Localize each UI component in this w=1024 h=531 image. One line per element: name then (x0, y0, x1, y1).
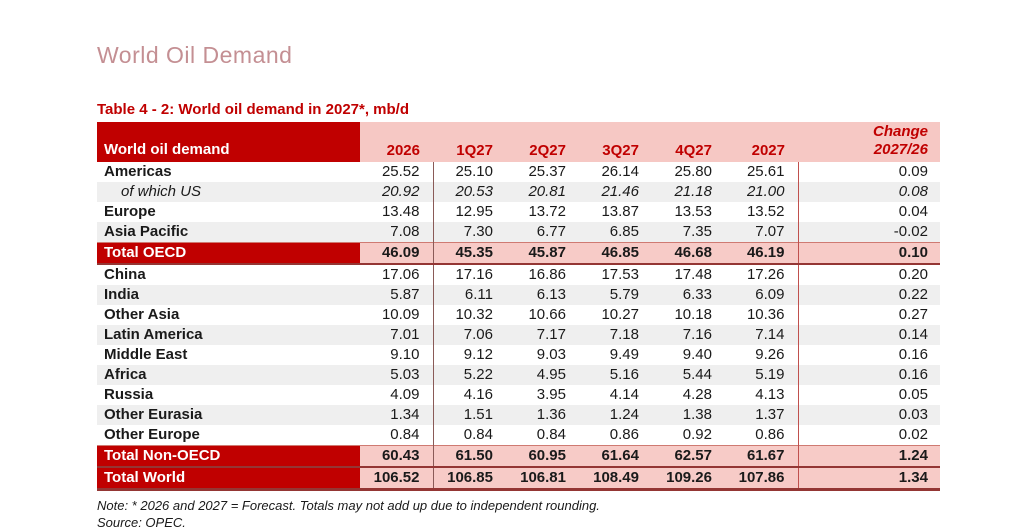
cell-value: 4.09 (360, 385, 433, 405)
cell-value: 1.24 (579, 405, 652, 425)
note-line: Note: * 2026 and 2027 = Forecast. Totals may not add up due to independent rounding. (97, 498, 600, 513)
table-row (97, 425, 940, 446)
cell-value: 9.49 (609, 346, 639, 363)
cell-value: 45.87 (506, 243, 579, 265)
cell-value: 4.13 (725, 385, 798, 405)
page-title: World Oil Demand (97, 42, 293, 68)
cell-value: 0.09 (898, 163, 928, 180)
cell-value: 6.33 (652, 285, 725, 305)
table-body (97, 162, 940, 490)
cell-value: 17.26 (725, 264, 798, 285)
cell-value: 1.34 (360, 405, 433, 425)
cell-value: 4.28 (682, 386, 712, 403)
row-label: Russia (104, 386, 154, 403)
cell-value: 1.51 (433, 405, 506, 425)
header-col-2q27: 2Q27 (506, 122, 579, 162)
cell-value: 1.36 (506, 405, 579, 425)
row-label: India (97, 285, 360, 305)
table-row (97, 243, 940, 265)
cell-value: 25.80 (674, 163, 712, 180)
cell-value: 0.20 (898, 266, 928, 283)
cell-value: 10.27 (601, 306, 639, 323)
cell-value: 0.86 (609, 426, 639, 443)
header-col-2027: 2027 (725, 122, 798, 162)
cell-value: 25.10 (455, 163, 493, 180)
row-label: Other Europe (104, 426, 200, 443)
cell-value: 5.44 (652, 365, 725, 385)
cell-value: 0.27 (898, 306, 928, 323)
cell-value: 0.03 (798, 405, 940, 425)
cell-value: 106.81 (506, 467, 579, 490)
table-row (97, 202, 940, 222)
cell-value: 13.53 (674, 203, 712, 220)
cell-value: 20.92 (360, 182, 433, 202)
cell-value: 17.06 (360, 264, 433, 285)
cell-value: 9.10 (360, 345, 433, 365)
cell-value: 1.24 (798, 446, 940, 468)
cell-value: 21.46 (579, 182, 652, 202)
row-label: China (104, 266, 146, 283)
table-row (97, 325, 940, 345)
cell-value: 7.06 (433, 325, 506, 345)
source-line: Source: OPEC. (97, 515, 186, 530)
cell-value: 61.50 (433, 446, 506, 468)
header-corner-label: World oil demand (97, 122, 360, 162)
cell-value: 17.16 (455, 266, 493, 283)
cell-value: 25.52 (360, 162, 433, 182)
header-row (97, 122, 940, 162)
cell-value: 7.18 (579, 325, 652, 345)
cell-value: 9.26 (725, 345, 798, 365)
row-label: of which US (97, 182, 360, 202)
cell-value: 5.16 (579, 365, 652, 385)
table-header (97, 122, 940, 162)
table-row (97, 467, 940, 490)
cell-value: 21.00 (725, 182, 798, 202)
row-label: Total Non-OECD (97, 446, 360, 468)
cell-value: 7.14 (725, 325, 798, 345)
table-row (97, 405, 940, 425)
table-row (97, 162, 940, 182)
row-label: Other Eurasia (97, 405, 360, 425)
cell-value: 46.68 (652, 243, 725, 265)
cell-value: 6.85 (579, 222, 652, 243)
cell-value: 6.77 (506, 222, 579, 243)
cell-value: 0.22 (798, 285, 940, 305)
change-label-line1: Change (872, 123, 928, 140)
row-label: Europe (104, 203, 156, 220)
cell-value: 5.87 (360, 285, 433, 305)
cell-value: 45.35 (433, 243, 506, 265)
cell-value: 9.03 (536, 346, 566, 363)
row-label: Total OECD (97, 243, 360, 265)
cell-value: 0.14 (798, 325, 940, 345)
cell-value: 6.11 (433, 285, 506, 305)
change-label-line2: 2027/26 (873, 141, 928, 158)
cell-value: 7.17 (506, 325, 579, 345)
cell-value: 10.66 (528, 306, 566, 323)
cell-value: 109.26 (652, 467, 725, 490)
cell-value: 0.05 (898, 386, 928, 403)
cell-value: 60.95 (506, 446, 579, 468)
cell-value: 26.14 (601, 163, 639, 180)
row-label: Asia Pacific (97, 222, 360, 243)
cell-value: 20.81 (506, 182, 579, 202)
table-row (97, 385, 940, 405)
cell-value: 5.03 (360, 365, 433, 385)
cell-value: 7.35 (652, 222, 725, 243)
cell-value: 4.16 (463, 386, 493, 403)
cell-value: 46.19 (725, 243, 798, 265)
cell-value: 7.16 (652, 325, 725, 345)
cell-value: 16.86 (528, 266, 566, 283)
cell-value: 0.84 (536, 426, 566, 443)
cell-value: 0.84 (463, 426, 493, 443)
cell-value: 10.18 (674, 306, 712, 323)
cell-value: 13.87 (601, 203, 639, 220)
cell-value: 0.16 (898, 346, 928, 363)
cell-value: 3.95 (536, 386, 566, 403)
footnotes (97, 497, 940, 531)
table-row (97, 446, 940, 468)
cell-value: 5.79 (579, 285, 652, 305)
cell-value: 0.84 (360, 425, 433, 446)
cell-value: 17.53 (601, 266, 639, 283)
cell-value: 0.86 (725, 425, 798, 446)
world-oil-demand-table (97, 122, 940, 491)
header-col-3q27: 3Q27 (579, 122, 652, 162)
cell-value: 106.52 (360, 467, 433, 490)
row-label: Latin America (97, 325, 360, 345)
cell-value: 12.95 (455, 203, 493, 220)
cell-value: 13.52 (725, 202, 798, 222)
cell-value: 46.85 (579, 243, 652, 265)
cell-value: 7.01 (360, 325, 433, 345)
cell-value: 4.95 (506, 365, 579, 385)
table-row (97, 345, 940, 365)
cell-value: 1.38 (652, 405, 725, 425)
header-col-1q27: 1Q27 (433, 122, 506, 162)
table-row (97, 182, 940, 202)
cell-value: 62.57 (652, 446, 725, 468)
header-col-change (798, 122, 940, 162)
cell-value: 10.09 (360, 305, 433, 325)
row-label: Africa (97, 365, 360, 385)
cell-value: 61.67 (725, 446, 798, 468)
cell-value: 7.30 (433, 222, 506, 243)
row-label: Total World (97, 467, 360, 490)
cell-value: 10.36 (725, 305, 798, 325)
cell-value: 0.02 (898, 426, 928, 443)
table-row (97, 365, 940, 385)
cell-value: 0.10 (798, 243, 940, 265)
header-col-2026: 2026 (360, 122, 433, 162)
cell-value: 9.40 (682, 346, 712, 363)
row-label: Americas (104, 163, 172, 180)
cell-value: 13.48 (360, 202, 433, 222)
cell-value: 7.07 (725, 222, 798, 243)
cell-value: 5.22 (433, 365, 506, 385)
cell-value: 4.14 (609, 386, 639, 403)
cell-value: 7.08 (360, 222, 433, 243)
cell-value: 6.09 (725, 285, 798, 305)
cell-value: 17.48 (674, 266, 712, 283)
cell-value: 106.85 (433, 467, 506, 490)
cell-value: 108.49 (579, 467, 652, 490)
cell-value: 60.43 (360, 446, 433, 468)
cell-value: 1.34 (798, 467, 940, 490)
cell-value: 46.09 (360, 243, 433, 265)
cell-value: 25.37 (528, 163, 566, 180)
cell-value: 1.37 (725, 405, 798, 425)
cell-value: 0.92 (682, 426, 712, 443)
table-caption: Table 4 - 2: World oil demand in 2027*, mb/d (97, 101, 410, 118)
row-label: Other Asia (104, 306, 180, 323)
table-row (97, 305, 940, 325)
table-row (97, 285, 940, 305)
cell-value: -0.02 (798, 222, 940, 243)
cell-value: 0.08 (798, 182, 940, 202)
cell-value: 10.32 (455, 306, 493, 323)
row-label: Middle East (104, 346, 188, 363)
cell-value: 0.16 (798, 365, 940, 385)
cell-value: 13.72 (528, 203, 566, 220)
table-row (97, 264, 940, 285)
cell-value: 25.61 (725, 162, 798, 182)
cell-value: 21.18 (652, 182, 725, 202)
cell-value: 9.12 (463, 346, 493, 363)
cell-value: 0.04 (898, 203, 928, 220)
cell-value: 6.13 (506, 285, 579, 305)
cell-value: 5.19 (725, 365, 798, 385)
cell-value: 107.86 (725, 467, 798, 490)
cell-value: 20.53 (433, 182, 506, 202)
table-row (97, 222, 940, 243)
cell-value: 61.64 (579, 446, 652, 468)
header-col-4q27: 4Q27 (652, 122, 725, 162)
